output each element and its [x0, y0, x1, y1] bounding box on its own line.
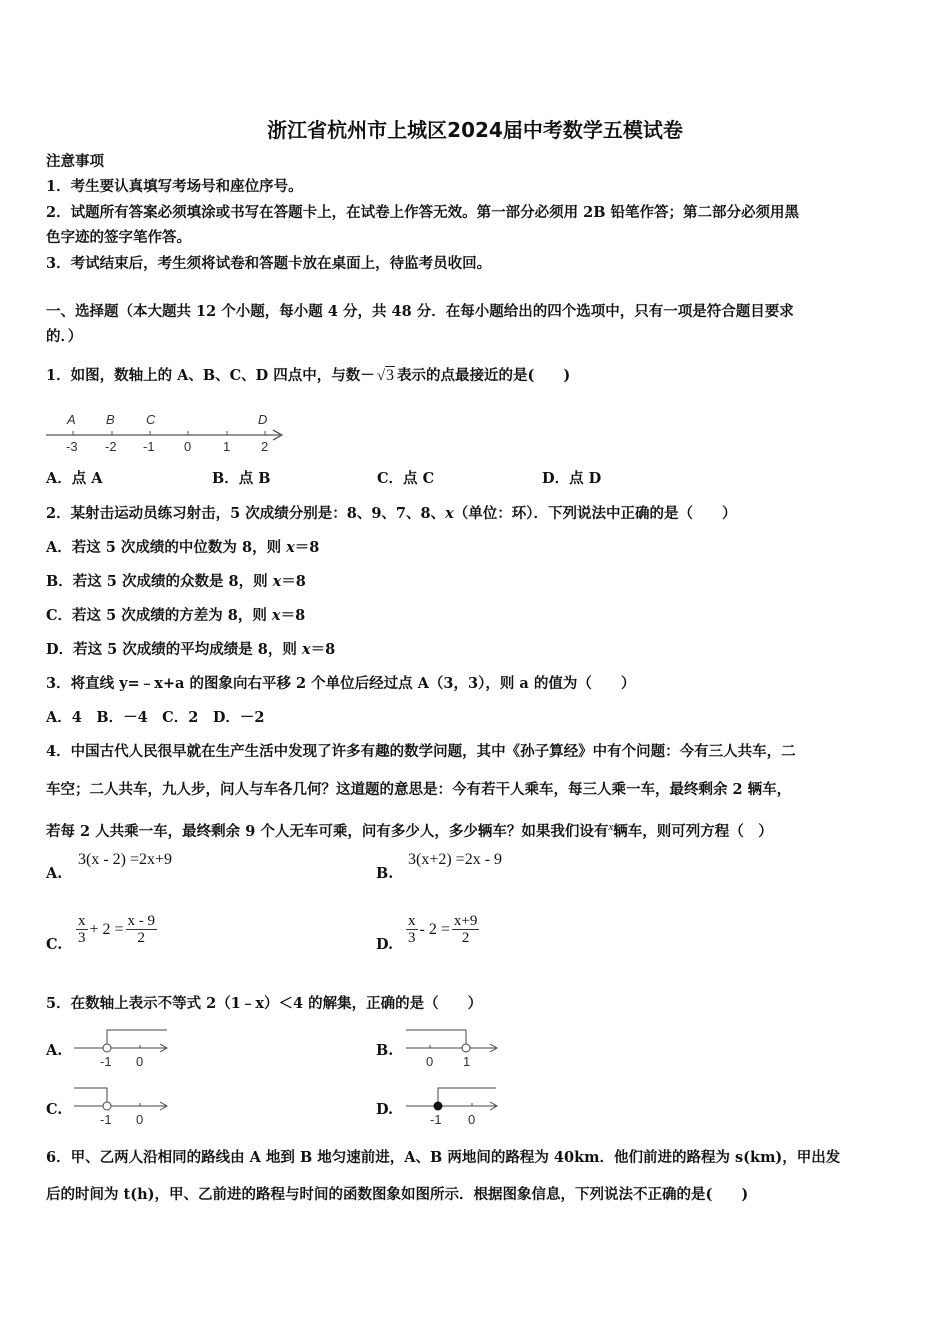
- section-heading-cont: 的．）: [46, 328, 83, 345]
- tick-label: 0: [136, 1112, 144, 1127]
- q5-option-b-graph: [404, 1026, 504, 1072]
- q5-option-a-graph: [72, 1026, 172, 1072]
- q1-option-a: A．点 A: [46, 470, 103, 487]
- tick-label: -1: [100, 1112, 112, 1127]
- q1-stem: 1．如图，数轴上的 A、B、C、D 四点中，与数－ √3 表示的点最接近的是( ): [46, 367, 571, 384]
- q4-stem-line: 4．中国古代人民很早就在生产生活中发现了许多有趣的数学问题，其中《孙子算经》中有个问题：今有三人共车，二: [46, 743, 796, 760]
- q4-option-d-equation: $\frac{x}{3}$ - 2 = $\frac{x+9}{2}$: [408, 913, 478, 946]
- tick-label: 0: [468, 1112, 476, 1127]
- q5-option-d-label: D.: [376, 1101, 394, 1118]
- notice-item: 1．考生要认真填写考场号和座位序号。: [46, 178, 303, 195]
- tick-label: -1: [100, 1054, 112, 1069]
- tick-label: 1: [223, 439, 231, 454]
- q1-option-c: C．点 C: [377, 470, 435, 487]
- tick-label: 0: [184, 439, 192, 454]
- q4-option-c-equation: $\frac{x}{3}$ + 2 = $\frac{x - 9}{2}$: [78, 913, 156, 946]
- q5-option-b-label: B.: [376, 1042, 394, 1059]
- q5-option-c-label: C.: [46, 1101, 63, 1118]
- q1-option-d: D．点 D: [542, 470, 602, 487]
- tick-label: -2: [105, 439, 117, 454]
- tick-label: 0: [136, 1054, 144, 1069]
- q5-option-a-label: A.: [46, 1042, 63, 1059]
- q2-option-b: B．若这 5 次成绩的众数是 8，则 x＝8: [46, 573, 306, 590]
- tick-label: 2: [261, 439, 269, 454]
- tick-label: -3: [66, 439, 78, 454]
- q4-option-b-equation: 3(x+2) =2x - 9: [408, 851, 503, 868]
- q5-option-c-graph: [72, 1084, 172, 1130]
- q4-stem-line: 车空；二人共车，九人步，问人与车各几何？这道题的意思是：今有若干人乘车，每三人乘一车，最终剩余 2 辆车，: [46, 781, 792, 798]
- q2-option-d: D．若这 5 次成绩的平均成绩是 8，则 x＝8: [46, 641, 336, 658]
- tick-label: -1: [430, 1112, 442, 1127]
- axis-point-label: C: [146, 412, 156, 427]
- q2-stem: 2．某射击运动员练习射击，5 次成绩分别是：8、9、7、8、x（单位：环）．下列说法中正确的是（ ）: [46, 505, 737, 522]
- q2-option-c: C．若这 5 次成绩的方差为 8，则 x＝8: [46, 607, 306, 624]
- notice-item: 2．试题所有答案必须填涂或书写在答题卡上，在试卷上作答无效。第一部分必须用 2B 铅笔作答；第二部分必须用黑: [46, 204, 800, 221]
- q1-number-line: [40, 405, 300, 465]
- notice-item: 3．考试结束后，考生须将试卷和答题卡放在桌面上，待监考员收回。: [46, 255, 492, 272]
- q1-option-b: B．点 B: [212, 470, 271, 487]
- q6-stem-line: 6．甲、乙两人沿相同的路线由 A 地到 B 地匀速前进，A、B 两地间的路程为 40km．他们前进的路程为 s(km)，甲出发: [46, 1149, 841, 1166]
- tick-label: 0: [426, 1054, 434, 1069]
- q4-option-c-label: C.: [46, 936, 63, 953]
- q4-stem-line: 若每 2 人共乘一车，最终剩余 9 个人无车可乘，问有多少人，多少辆车？如果我们设有$^x$辆车，则可列方程（ ）: [46, 821, 773, 840]
- q2-option-a: A．若这 5 次成绩的中位数为 8，则 x＝8: [46, 539, 320, 556]
- q5-stem: 5．在数轴上表示不等式 2（1﹣x）＜4 的解集，正确的是（ ）: [46, 995, 483, 1012]
- page-title: 浙江省杭州市上城区2024届中考数学五模试卷: [267, 118, 683, 142]
- notice-heading: 注意事项: [46, 153, 104, 170]
- q4-option-a-equation: 3(x - 2) =2x+9: [78, 851, 173, 868]
- axis-point-label: B: [106, 412, 115, 427]
- sqrt-symbol: √3: [376, 367, 395, 384]
- tick-label: 1: [463, 1054, 471, 1069]
- axis-point-label: A: [67, 412, 76, 427]
- tick-label: -1: [143, 439, 155, 454]
- q4-option-d-label: D.: [376, 936, 394, 953]
- q5-option-d-graph: [404, 1084, 504, 1130]
- q3-stem: 3．将直线 y=﹣x+a 的图象向右平移 2 个单位后经过点 A（3，3），则 a 的值为（ ）: [46, 675, 636, 692]
- section-heading: 一、选择题（本大题共 12 个小题，每小题 4 分，共 48 分．在每小题给出的四个选项中，只有一项是符合题目要求: [46, 303, 794, 320]
- q4-option-a-label: A.: [46, 865, 63, 882]
- q3-options: A．4 B．－4 C．2 D．－2: [46, 709, 265, 726]
- axis-point-label: D: [258, 412, 268, 427]
- notice-item: 色字迹的签字笔作答。: [46, 229, 191, 246]
- q6-stem-line: 后的时间为 t(h)，甲、乙前进的路程与时间的函数图象如图所示．根据图象信息，下列说法不正确的是( ): [46, 1186, 749, 1203]
- q4-option-b-label: B.: [376, 865, 394, 882]
